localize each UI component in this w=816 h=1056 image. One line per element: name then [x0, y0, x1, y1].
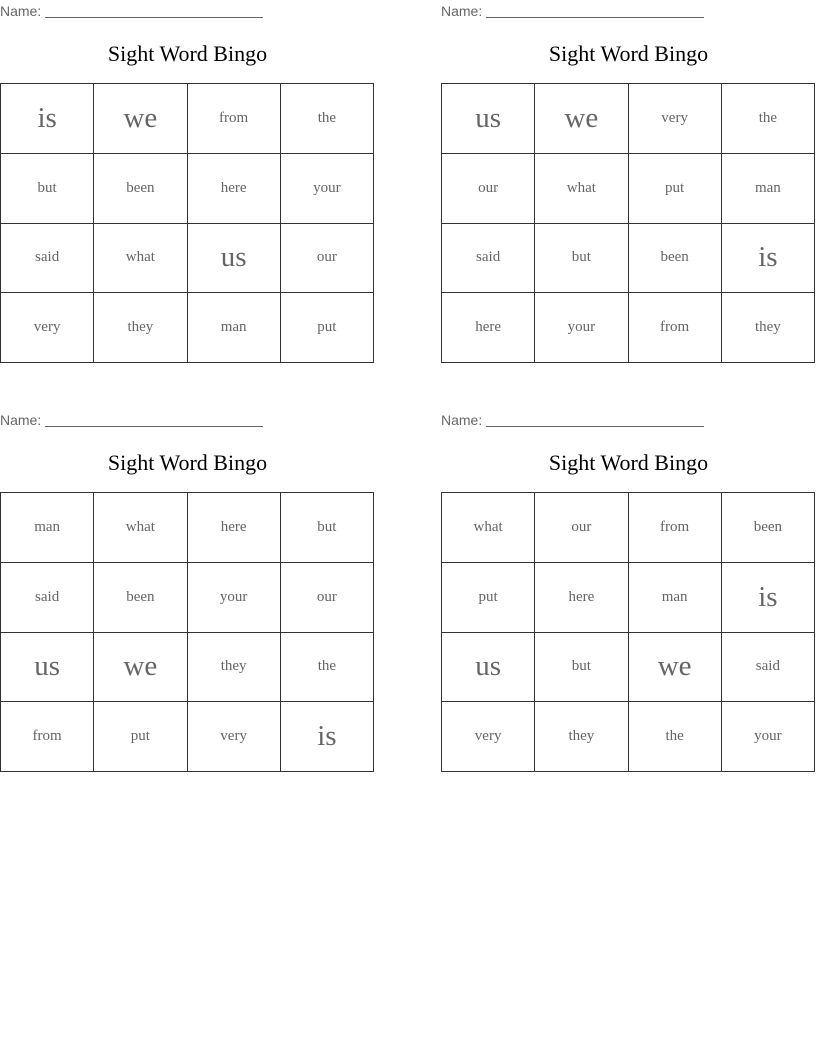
bingo-cell: they: [188, 633, 281, 703]
bingo-cell: is: [722, 563, 815, 633]
bingo-cell: our: [281, 563, 374, 633]
bingo-card-4: [441, 409, 816, 774]
bingo-cell: very: [629, 84, 722, 154]
bingo-cell: very: [188, 702, 281, 772]
bingo-cell: man: [722, 154, 815, 224]
name-label: Name:: [441, 412, 483, 428]
bingo-cell: from: [629, 493, 722, 563]
name-underline: [45, 3, 263, 18]
name-label: Name:: [0, 3, 42, 19]
bingo-cell: from: [1, 702, 94, 772]
bingo-cell: said: [1, 224, 94, 294]
bingo-cell: from: [188, 84, 281, 154]
bingo-cell: very: [1, 293, 94, 363]
bingo-cell: the: [281, 633, 374, 703]
bingo-grid: [441, 83, 815, 363]
bingo-cell: here: [535, 563, 628, 633]
bingo-cell: your: [188, 563, 281, 633]
bingo-cell: they: [535, 702, 628, 772]
bingo-grid: [0, 83, 374, 363]
name-underline: [486, 3, 704, 18]
bingo-cell: us: [442, 84, 535, 154]
bingo-cell: we: [94, 633, 187, 703]
bingo-cell: here: [188, 154, 281, 224]
bingo-cell: the: [722, 84, 815, 154]
bingo-cell: but: [1, 154, 94, 224]
bingo-cell: is: [722, 224, 815, 294]
bingo-cell: us: [188, 224, 281, 294]
bingo-cell: been: [94, 154, 187, 224]
bingo-cell: us: [442, 633, 535, 703]
bingo-cell: they: [94, 293, 187, 363]
bingo-cell: been: [722, 493, 815, 563]
bingo-cell: what: [442, 493, 535, 563]
bingo-cell: our: [442, 154, 535, 224]
bingo-cell: put: [629, 154, 722, 224]
bingo-cell: we: [629, 633, 722, 703]
bingo-grid: [0, 492, 374, 772]
bingo-cell: the: [629, 702, 722, 772]
bingo-cell: the: [281, 84, 374, 154]
bingo-cell: man: [1, 493, 94, 563]
bingo-cell: said: [722, 633, 815, 703]
bingo-cell: is: [281, 702, 374, 772]
bingo-cell: put: [442, 563, 535, 633]
card-title: Sight Word Bingo: [548, 450, 709, 475]
bingo-cell: your: [281, 154, 374, 224]
bingo-card-1: [0, 0, 375, 365]
name-field: [0, 412, 263, 428]
name-label: Name:: [441, 3, 483, 19]
bingo-cell: said: [442, 224, 535, 294]
bingo-cell: your: [535, 293, 628, 363]
bingo-cell: been: [629, 224, 722, 294]
bingo-cell: us: [1, 633, 94, 703]
bingo-cell: said: [1, 563, 94, 633]
bingo-cell: very: [442, 702, 535, 772]
name-field: [441, 3, 704, 19]
name-field: [441, 412, 704, 428]
card-title: Sight Word Bingo: [548, 41, 709, 66]
bingo-cell: put: [281, 293, 374, 363]
bingo-cell: here: [188, 493, 281, 563]
bingo-cell: what: [94, 493, 187, 563]
name-label: Name:: [0, 412, 42, 428]
bingo-card-3: [0, 409, 375, 774]
name-underline: [486, 412, 704, 427]
bingo-cell: put: [94, 702, 187, 772]
bingo-cell: our: [535, 493, 628, 563]
bingo-cell: we: [94, 84, 187, 154]
card-title: Sight Word Bingo: [107, 41, 268, 66]
name-underline: [45, 412, 263, 427]
bingo-grid: [441, 492, 815, 772]
bingo-cell: what: [94, 224, 187, 294]
bingo-cell: man: [629, 563, 722, 633]
bingo-cell: but: [535, 224, 628, 294]
bingo-cell: what: [535, 154, 628, 224]
bingo-cell: but: [281, 493, 374, 563]
bingo-cell: they: [722, 293, 815, 363]
bingo-card-2: [441, 0, 816, 365]
bingo-cell: is: [1, 84, 94, 154]
bingo-cell: man: [188, 293, 281, 363]
name-field: [0, 3, 263, 19]
bingo-cell: we: [535, 84, 628, 154]
bingo-cell: our: [281, 224, 374, 294]
bingo-cell: been: [94, 563, 187, 633]
bingo-cell: but: [535, 633, 628, 703]
card-title: Sight Word Bingo: [107, 450, 268, 475]
bingo-cell: your: [722, 702, 815, 772]
bingo-cell: from: [629, 293, 722, 363]
bingo-cell: here: [442, 293, 535, 363]
